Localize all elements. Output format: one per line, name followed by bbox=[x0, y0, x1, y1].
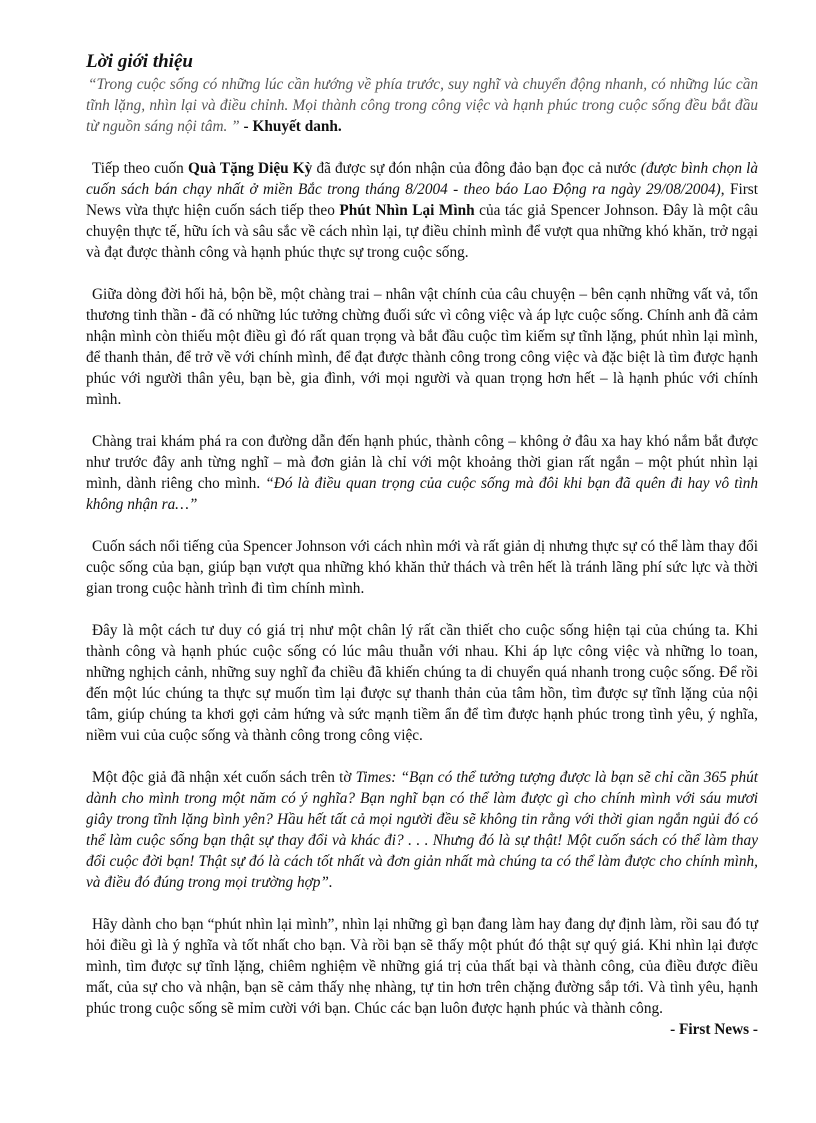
paragraph-6 bbox=[86, 767, 758, 893]
epigraph-quote: “Trong cuộc sống có những lúc cần hướng về phía trước, suy nghĩ và chuyển động nhanh, có những lúc cần tĩnh lặng, nhìn lại và điều chỉnh. Mọi thành công trong công việc và hạnh phúc trong cuộc sống đều bắt đầu từ nguồn sáng nội tâm. ” bbox=[86, 76, 758, 135]
p1-italic-note: (được bình chọn là cuốn sách bán chạy nhất ở miền Bắc trong tháng 8/2004 - theo báo Lao Động ra ngày 29/08/2004) bbox=[86, 160, 759, 198]
p1-text-e: của tác giả Spencer Johnson. Đây là một câu chuyện thực tế, hữu ích và sâu sắc về cách nhìn lại, tự điều chỉnh mình để vượt qua những khó khăn, trở ngại và đạt được thành công và hạnh phúc thực sự trong cuộc sống. bbox=[86, 202, 759, 261]
p1-text-d: , First News vừa thực hiện cuốn sách tiếp theo bbox=[86, 181, 758, 219]
book-title-phut-nhin-lai-minh: Phút Nhìn Lại Mình bbox=[339, 202, 475, 219]
epigraph-dash: - bbox=[239, 118, 253, 135]
p3-text-a: Chàng trai khám phá ra con đường dẫn đến hạnh phúc, thành công – không ở đâu xa hay khó nắm bắt được như trước đây anh từng nghĩ – mà đơn giản là chỉ với một khoảng thời gian rất ngắn – một phút nhìn lại mình, dành riêng cho mình. bbox=[86, 433, 758, 492]
epigraph-author: Khuyết danh. bbox=[252, 118, 342, 135]
paragraph-7: Hãy dành cho bạn “phút nhìn lại mình”, nhìn lại những gì bạn đang làm hay đang dự định làm, rồi sau đó tự hỏi điều gì là ý nghĩa và tốt nhất cho bạn. Và rồi bạn sẽ thấy một phút đó thật sự quý giá. Khi nhìn lại được mình, tìm được sự tĩnh lặng, chiêm nghiệm về những giá trị của thất bại và thành công, của điều được điều mất, của sự cho và nhận, bạn sẽ cảm thấy nhẹ nhàng, tự tin hơn trên chặng đường sắp tới. Và tình yêu, hạnh phúc trong cuộc sống sẽ mỉm cười với bạn. Chúc các bạn luôn được hạnh phúc và thành công. bbox=[86, 916, 758, 1017]
page-title: Lời giới thiệu bbox=[86, 51, 193, 72]
paragraph-1 bbox=[86, 158, 758, 263]
p1-text-b: đã được sự đón nhận của đông đảo bạn đọc cả nước bbox=[312, 160, 641, 177]
p1-text-a: Tiếp theo cuốn bbox=[92, 160, 188, 177]
epigraph bbox=[86, 74, 758, 137]
signature: - First News - bbox=[670, 1021, 758, 1038]
paragraph-4: Cuốn sách nổi tiếng của Spencer Johnson với cách nhìn mới và rất giản dị nhưng thực sự có thể làm thay đổi cuộc sống của bạn, giúp bạn vượt qua những khó khăn thử thách và trên hết là tránh lãng phí sức lực và thời gian trong cuộc hành trình đi tìm chính mình. bbox=[86, 538, 758, 597]
p3-italic-quote: “Đó là điều quan trọng của cuộc sống mà đôi khi bạn đã quên đi hay vô tình không nhận ra…” bbox=[86, 475, 758, 513]
p6-text-a: Một độc giả đã nhận xét cuốn sách trên tờ bbox=[92, 769, 356, 786]
paragraph-3 bbox=[86, 431, 758, 515]
p6-italic-review: Times: “Bạn có thể tưởng tượng được là bạn sẽ chỉ cần 365 phút dành cho mình trong một năm có ý nghĩa? Bạn nghĩ bạn có thể làm được gì cho chính mình với sáu mươi giây trong tĩnh lặng bình yên? Hầu hết tất cả mọi người đều sẽ không tin rằng với thời gian ngắn ngủi đó có thể làm cuộc sống bạn thật sự thay đổi và khác đi? . . . Nhưng đó là sự thật! Một cuốn sách có thể làm thay đổi cuộc đời bạn! Thật sự đó là cách tốt nhất và đơn giản nhất mà chúng ta có thể làm được cho chính mình, và điều đó đúng trong mọi trường hợp”. bbox=[86, 769, 758, 891]
paragraph-2: Giữa dòng đời hối hả, bộn bề, một chàng trai – nhân vật chính của câu chuyện – bên cạnh những vất vả, tổn thương tinh thần - đã có những lúc tưởng chừng đuối sức vì công việc và áp lực cuộc sống. Chính anh đã cảm nhận mình còn thiếu một điều gì đó rất quan trọng và bắt đầu cuộc tìm kiếm sự tĩnh lặng, phút nhìn lại mình, để thanh thản, để trở về với chính mình, để đạt được thành công trong công việc và đặc biệt là tìm được hạnh phúc với người thân yêu, bạn bè, gia đình, với mọi người và quan trọng hơn hết – là hạnh phúc với chính mình. bbox=[86, 286, 758, 408]
paragraph-5: Đây là một cách tư duy có giá trị như một chân lý rất cần thiết cho cuộc sống hiện tại của chúng ta. Khi thành công và hạnh phúc cuộc sống có lúc mâu thuẫn với nhau. Khi áp lực công việc và những lo toan, những nghịch cảnh, những suy nghĩ đa chiều đã khiến chúng ta di chuyển quá nhanh trong cuộc sống. Để rồi đến một lúc chúng ta thực sự muốn tìm lại được sự thanh thản của tâm hồn, tìm được sự tĩnh lặng của nội tâm, giúp chúng ta khơi gợi cảm hứng và sức mạnh tiềm ẩn để tìm được hạnh phúc trong tình yêu, ý nghĩa, niềm vui của cuộc sống và thành công trong công việc. bbox=[86, 622, 758, 744]
book-title-qua-tang: Quà Tặng Diệu Kỳ bbox=[187, 160, 313, 177]
